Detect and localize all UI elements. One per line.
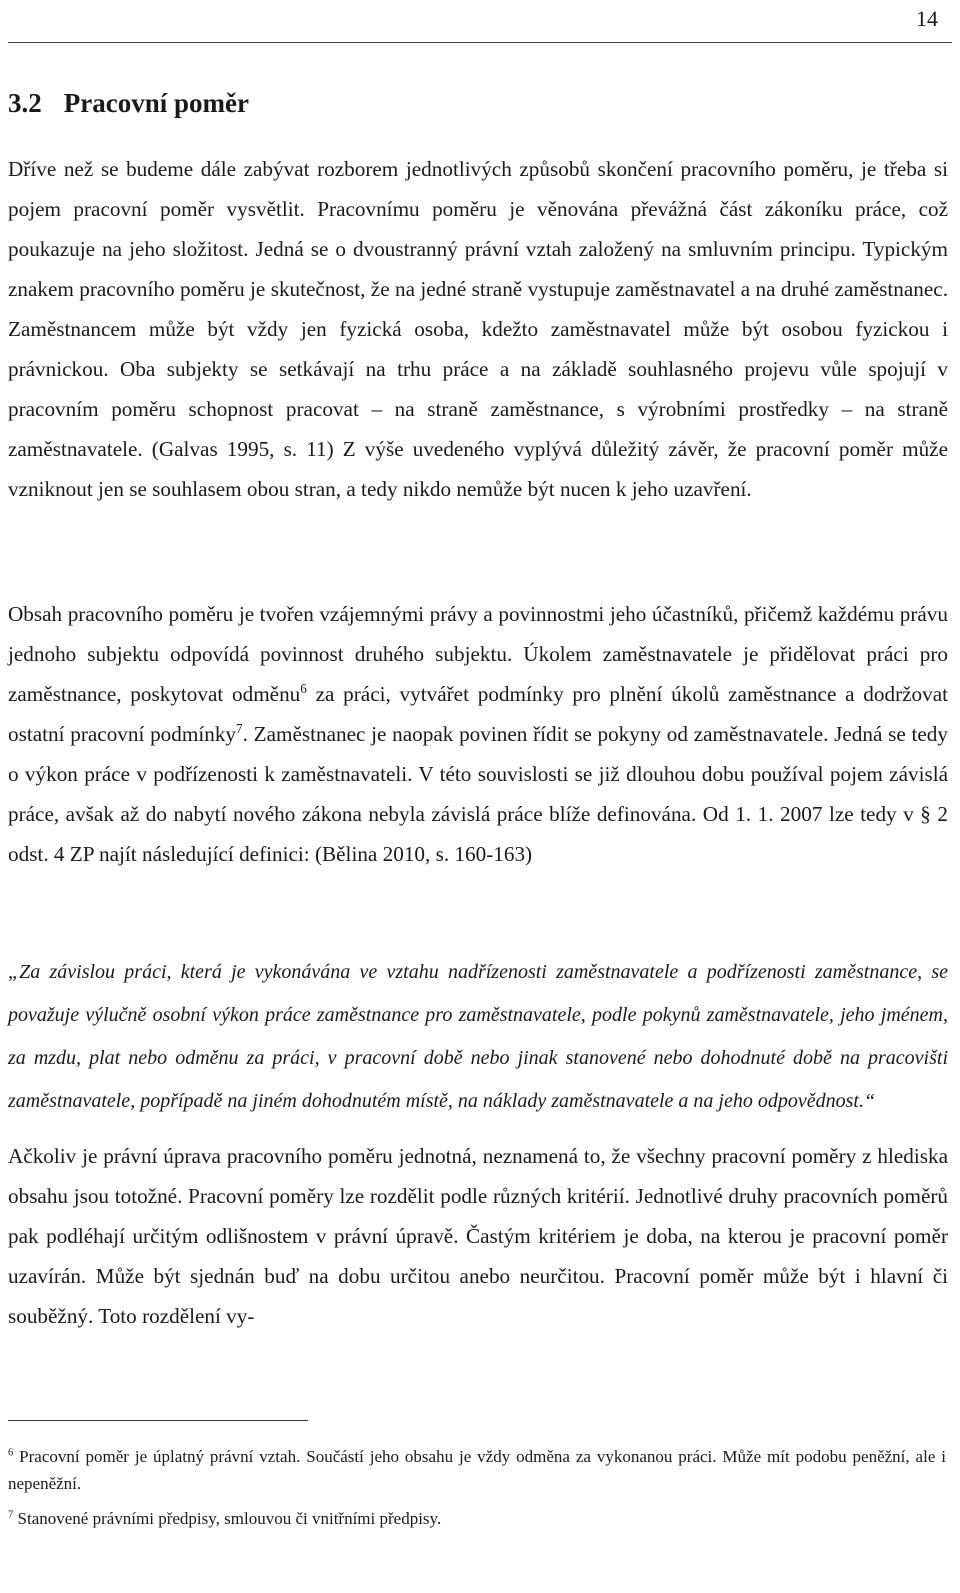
paragraph-1-block — [8, 149, 948, 509]
footnotes — [8, 1443, 946, 1540]
footnote-6-text: Pracovní poměr je úplatný právní vztah. Součástí jeho obsahu je vždy odměna za vykonanou práci. Může mít podobu peněžní, ale i nepeněžní. — [8, 1447, 946, 1493]
header-rule — [8, 42, 952, 43]
paragraph-2-part-c: . Zaměstnanec je naopak povinen řídit se pokyny od zaměstnavatele. Jedná se tedy o výkon práce v podřízenosti k zaměstnavateli. V této souvislosti se již dlouhou dobu používal pojem závislá práce, avšak až do nabytí nového zákona nebyla závislá práce blíže definována. Od 1. 1. 2007 lze tedy v § 2 odst. 4 ZP najít následující definici: (Bělina 2010, s. 160-163) — [8, 722, 948, 866]
footnote-ref-7[interactable]: 7 — [236, 720, 243, 736]
footnote-ref-6[interactable]: 6 — [300, 680, 307, 696]
paragraph-2-part-a: Obsah pracovního poměru je tvořen vzájemnými právy a povinnostmi jeho účastníků, přičemž každému právu jednoho subjektu odpovídá povinnost druhého subjektu. Úkolem zaměstnavatele je přidělovat práci pro zaměstnance, poskytovat odměnu — [8, 602, 948, 706]
footnote-7-number: 7 — [8, 1509, 14, 1521]
section-heading — [8, 88, 249, 119]
paragraph-2-part-b: za práci, vytvářet podmínky pro plnění úkolů zaměstnance a dodržovat ostatní pracovní podmínky — [8, 682, 949, 746]
paragraph-1: Dříve než se budeme dále zabývat rozborem jednotlivých způsobů skončení pracovního poměru, je třeba si pojem pracovní poměr vysvětlit. Pracovnímu poměru je věnována převážná část zákoníku práce, což poukazuje na jeho složitost. Jedná se o dvoustranný právní vztah založený na smluvním principu. Typickým znakem pracovního poměru je skutečnost, že na jedné straně vystupuje zaměstnavatel a na druhé zaměstnanec. Zaměstnancem může být vždy jen fyzická osoba, kdežto zaměstnavatel může být osobou fyzickou i právnickou. Oba subjekty se setkávají na trhu práce a na základě souhlasného projevu vůle spojují v pracovním poměru schopnost pracovat – na straně zaměstnance, s výrobními prostředky – na straně zaměstnavatele. (Galvas 1995, s. 11) Z výše uvedeného vyplývá důležitý závěr, že pracovní poměr může vzniknout jen se souhlasem obou stran, a tedy nikdo nemůže být nucen k jeho uzavření. — [8, 157, 948, 501]
paragraph-3-block — [8, 1136, 948, 1336]
footnote-6-number: 6 — [8, 1447, 14, 1459]
definition-quote: „Za závislou práci, která je vykonávána ve vztahu nadřízenosti zaměstnavatele a podřízenosti zaměstnance, se považuje výlučně osobní výkon práce zaměstnance pro zaměstnavatele, podle pokynů zaměstnavatele, jeho jménem, za mzdu, plat nebo odměnu za práci, v pracovní době nebo jinak stanovené nebo dohodnuté době na pracovišti zaměstnavatele, popřípadě na jiném dohodnutém místě, na náklady zaměstnavatele a na jeho odpovědnost.“ — [8, 961, 948, 1112]
quote-block — [8, 951, 948, 1123]
paragraph-3: Ačkoliv je právní úprava pracovního poměru jednotná, neznamená to, že všechny pracovní poměry z hlediska obsahu jsou totožné. Pracovní poměry lze rozdělit podle různých kritérií. Jednotlivé druhy pracovních poměrů pak podléhají určitým odlišnostem v právní úpravě. Častým kritériem je doba, na kterou je pracovní poměr uzavírán. Může být sjednán buď na dobu určitou anebo neurčitou. Pracovní poměr může být i hlavní či souběžný. Toto rozdělení vy- — [8, 1144, 948, 1328]
footnote-separator — [8, 1420, 308, 1421]
footnote-7-text: Stanovené právními předpisy, smlouvou či vnitřními předpisy. — [13, 1509, 442, 1528]
page-number: 14 — [916, 6, 938, 31]
footnote-6 — [8, 1443, 946, 1497]
paragraph-2 — [8, 594, 948, 874]
section-title: Pracovní poměr — [63, 88, 249, 118]
footnote-7 — [8, 1505, 946, 1532]
paragraph-2-block — [8, 594, 948, 874]
section-number: 3.2 — [8, 88, 42, 118]
